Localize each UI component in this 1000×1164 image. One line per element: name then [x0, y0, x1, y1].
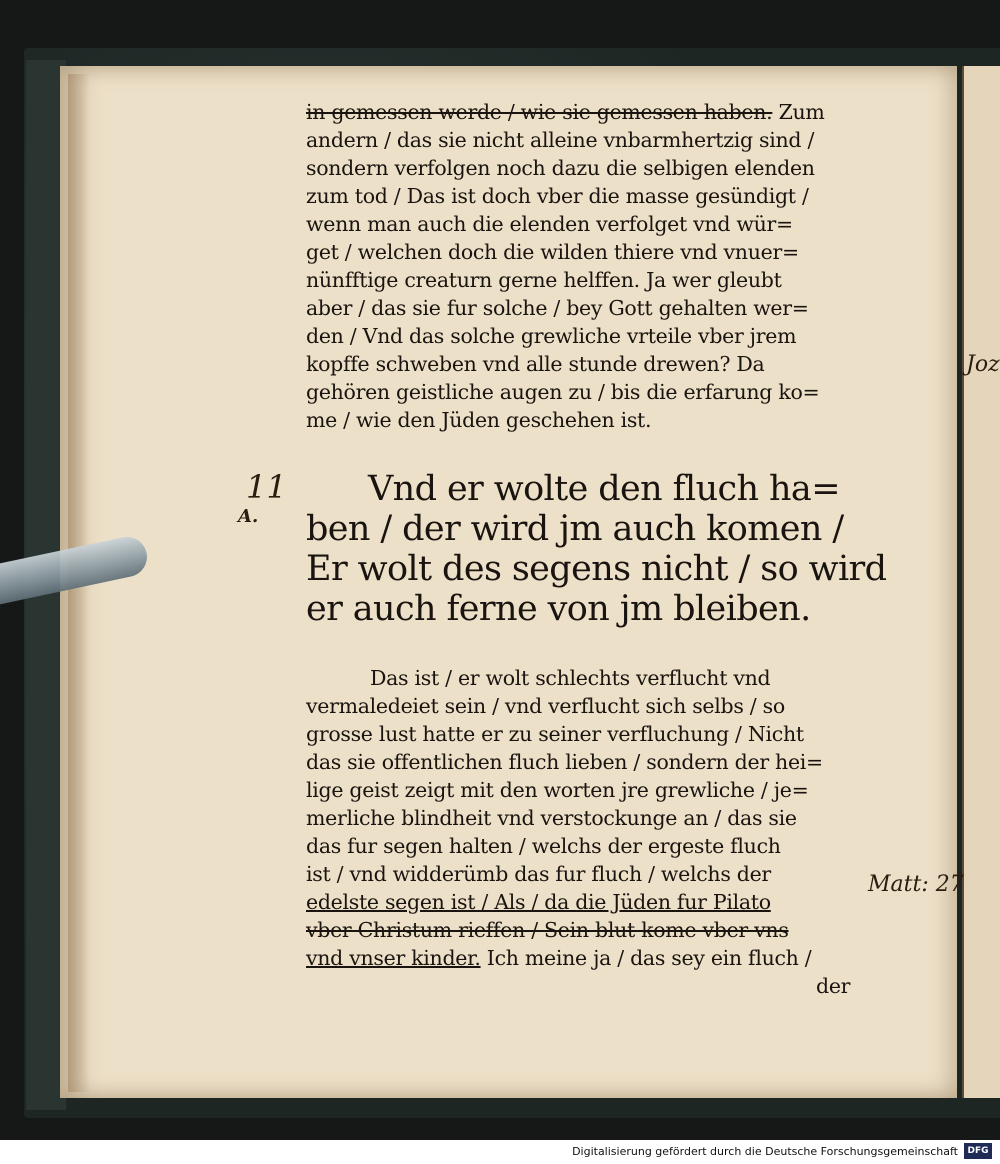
heading-line: ben / der wird jm auch komen /	[306, 509, 844, 549]
text-line: in gemessen werde / wie sie gemessen haben. Zum	[306, 100, 825, 124]
margin-mark: 11	[246, 468, 287, 506]
margin-citation: Matt: 27	[868, 872, 964, 897]
text-line: Das ist / er wolt schlechts verflucht vnd	[370, 666, 771, 690]
dfg-logo-icon: DFG	[964, 1143, 992, 1159]
text-line: ist / vnd widderümb das fur fluch / welchs der	[306, 862, 771, 886]
text-line: kopffe schweben vnd alle stunde drewen? Da	[306, 352, 765, 376]
heading-line: Er wolt des segens nicht / so wird	[306, 549, 887, 589]
struck-text-line: vber Christum rieffen / Sein blut kome vber vns	[306, 918, 789, 942]
text-line: gehören geistliche augen zu / bis die erfarung ko=	[306, 380, 820, 404]
text-line: vnd vnser kinder. Ich meine ja / das sey ein fluch /	[306, 946, 812, 970]
text-line: zum tod / Das ist doch vber die masse gesündigt /	[306, 184, 809, 208]
text-line: wenn man auch die elenden verfolget vnd wür=	[306, 212, 793, 236]
struck-text: in gemessen werde / wie sie gemessen haben.	[306, 100, 773, 124]
adjacent-page-fragment: Joz	[966, 352, 1000, 377]
text-line: me / wie den Jüden geschehen ist.	[306, 408, 652, 432]
adjacent-page-edge	[962, 66, 1000, 1098]
text-line: lige geist zeigt mit den worten jre grewliche / je=	[306, 778, 809, 802]
heading-line: Vnd er wolte den fluch ha=	[368, 469, 840, 509]
text-line: vermaledeiet sein / vnd verflucht sich selbs / so	[306, 694, 785, 718]
text-line: get / welchen doch die wilden thiere vnd vnuer=	[306, 240, 799, 264]
text-line: das sie offentlichen fluch lieben / sondern der hei=	[306, 750, 823, 774]
margin-mark-sub: A.	[238, 506, 259, 527]
footer-bar	[0, 1140, 1000, 1164]
text-line: nünfftige creaturn gerne helffen. Ja wer gleubt	[306, 268, 782, 292]
catchword: der	[816, 974, 851, 998]
text-line: das fur segen halten / welchs der ergeste fluch	[306, 834, 781, 858]
text-line: andern / das sie nicht alleine vnbarmhertzig sind /	[306, 128, 815, 152]
heading-line: er auch ferne von jm bleiben.	[306, 589, 811, 629]
footer-credit: Digitalisierung gefördert durch die Deutsche Forschungsgemeinschaft	[572, 1145, 958, 1158]
text-line: aber / das sie fur solche / bey Gott gehalten wer=	[306, 296, 809, 320]
text-line: den / Vnd das solche grewliche vrteile vber jrem	[306, 324, 797, 348]
text-line: sondern verfolgen noch dazu die selbigen elenden	[306, 156, 815, 180]
underlined-text: vnd vnser kinder.	[306, 946, 481, 970]
underlined-text-line: edelste segen ist / Als / da die Jüden fur Pilato	[306, 890, 771, 914]
text-line: merliche blindheit vnd verstockunge an / das sie	[306, 806, 797, 830]
text-line: grosse lust hatte er zu seiner verfluchung / Nicht	[306, 722, 804, 746]
